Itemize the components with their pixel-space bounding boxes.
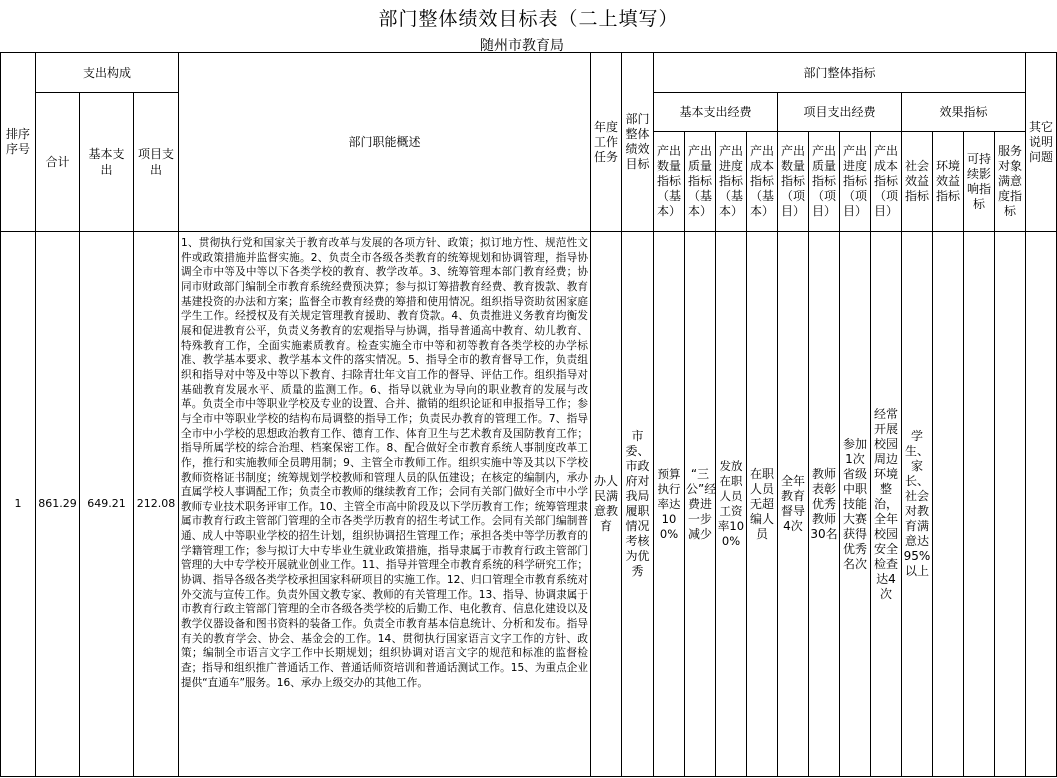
header-perf-goal: 部门整体绩效目标 [625, 112, 650, 171]
header-col-3: 产出进度指标（基本） [718, 144, 743, 218]
row-val-10 [933, 232, 963, 776]
header-col-2: 产出质量指标（基本） [687, 144, 712, 218]
row-val-12 [995, 232, 1025, 776]
header-col-4: 产出成本指标（基本） [749, 144, 774, 218]
page-title: 部门整体绩效目标表（二上填写） [378, 8, 679, 30]
header-desc: 部门职能概述 [348, 135, 421, 149]
header-seq: 排序序号 [5, 127, 30, 156]
header-indicators: 部门整体指标 [803, 65, 876, 80]
row-project: 212.08 [136, 497, 176, 510]
header-col-7: 产出进度指标（项目） [842, 144, 867, 218]
header-total: 合计 [45, 155, 70, 169]
row-val-7: 参加1次省级中职技能大赛获得优秀名次 [842, 436, 867, 571]
row-val-8: 经常开展校园周边环境整治，全年校园安全检查达4次 [873, 406, 898, 601]
row-total: 861.29 [38, 497, 77, 510]
header-effect: 效果指标 [939, 105, 988, 119]
row-seq: 1 [14, 497, 22, 510]
row-val-2: “三公”经费进一步减少 [686, 466, 717, 541]
unit-name: 随州市教育局 [480, 38, 564, 54]
row-perf-goal: 市委、市政府对我局履职情况考核为优秀 [625, 429, 650, 578]
row-basic: 649.21 [87, 497, 126, 510]
header-col-6: 产出质量指标（项目） [811, 144, 836, 218]
row-val-3: 发放在职人员工资率100% [717, 459, 745, 548]
header-col-8: 产出成本指标（项目） [873, 144, 898, 218]
header-project: 项目支出 [138, 147, 175, 177]
header-col-11: 可持续影响指标 [966, 151, 991, 211]
header-col-9: 社会效益指标 [904, 159, 929, 203]
row-desc: 1、贯彻执行党和国家关于教育改革与发展的各项方针、政策；拟订地方性、规范性文件或政策措施并监督实施。2、负责全市各级各类教育的统筹规划和协调管理，指导协调全市中等及中等以下各类学校的教育、教学改革。3、统筹管理本部门教育经费；协同市财政部门编制全市教育系统经费预决算；参与拟订筹措教育经费、教育拨款、教育基建投资的办法和方案；监督全市教育经费的筹措和使用情况。组织指导资助贫困家庭学生工作。经授权及有关规定管理教育援助、教育贷款。4、负责推进义务教育均衡发展和促进教育公平，负责义务教育的宏观指导与协调，指导普通高中教育、幼儿教育、特殊教育工作，全面实施素质教育。检查实施全市中等和初等教育各类学校的办学标准、教学基本要求、教学基本文件的落实情况。5、指导全市的教育督导工作，负责组织和指导对中等及中等以下教育、扫除青壮年文盲工作的督导、评估工作。组织指导对基础教育发展水平、质量的监测工作。6、指导以就业为导向的职业教育的发展与改革。负责全市中等职业学校及专业的设置、合并、撤销的组织论证和申报指导工作；参与全市中等职业学校的结构布局调整的指导工作；负责民办教育的管理工作。7、指导全市中小学校的思想政治教育工作、德育工作、体育卫生与艺术教育及国防教育工作；指导所属学校的综合治理、档案保密工作。8、配合做好全市教育系统人事制度改革工作，推行和实施教师全员聘用制；9、主管全市教师工作。组织实施中等及其以下学校教师资格证书制度；统筹规划学校教师和管理人员的队伍建设；在核定的编制内，承办直属学校人事调配工作；负责全市教师的继续教育工作；会同有关部门做好全市中小学教师专业技术职务评审工作。10、主管全市高中阶段及以下学历教育工作；统筹管理隶属市教育行政主管部门管理的全市各类学历教育的招生考试工作。会同有关部门编制普通、成人中等职业学校的招生计划，组织协调招生管理工作；承担各类中等学历教育的学籍管理工作；参与拟订大中专毕业生就业政策措施，指导隶属于市教育行政主管部门管理的大中专学校开展就业创业工作。11、指导并管理全市教育系统的科学研究工作；协调、指导各级各类学校承担国家科研项目的实施工作。12、归口管理全市教育系统对外交流与宣传工作。负责外国文教专家、教师的有关管理工作。13、指导、协调隶属于市教育行政主管部门管理的全市各级各类学校的后勤工作、电化教育、信息化建设以及教学仪器设备和图书资料的装备工作。负责全市教育基本信息统计、分析和发布。指导有关的教育学会、协会、基金会的工作。14、贯彻执行国家语言文字工作的方针、政策；编制全市语言文字工作中长期规划；组织协调对语言文字的规范和标准的监督检查；指导和组织推广普通话工作、普通话师资培训和普通话测试工作。15、为重点企业提供“直通车”服务。16、承办上级交办的其他工作。 [181, 237, 588, 689]
row-val-4: 在职人员无超编人员 [749, 466, 774, 541]
header-basic: 基本支出 [88, 147, 125, 177]
header-basic-exp: 基本支出经费 [679, 105, 752, 119]
row-other [1026, 232, 1056, 776]
header-other: 其它说明问题 [1028, 119, 1053, 164]
header-annual-task: 年度工作任务 [593, 119, 618, 164]
header-composition: 支出构成 [82, 65, 131, 80]
row-val-9: 学生、家长、社会对教育满意达95%以上 [903, 429, 931, 578]
header-col-10: 环境效益指标 [935, 159, 960, 203]
row-val-6: 教师表彰优秀教师30名 [810, 466, 838, 541]
header-project-exp: 项目支出经费 [803, 105, 876, 119]
row-val-1: 预算执行率达100% [657, 466, 681, 541]
header-col-1: 产出数量指标（基本） [656, 144, 681, 218]
header-col-12: 服务对象满意度指标 [997, 144, 1022, 218]
row-val-5: 全年教育督导4次 [780, 474, 805, 533]
header-col-5: 产出数量指标（项目） [780, 144, 805, 218]
row-annual-task: 办人民满意教育 [593, 474, 618, 533]
row-val-11 [964, 232, 994, 776]
